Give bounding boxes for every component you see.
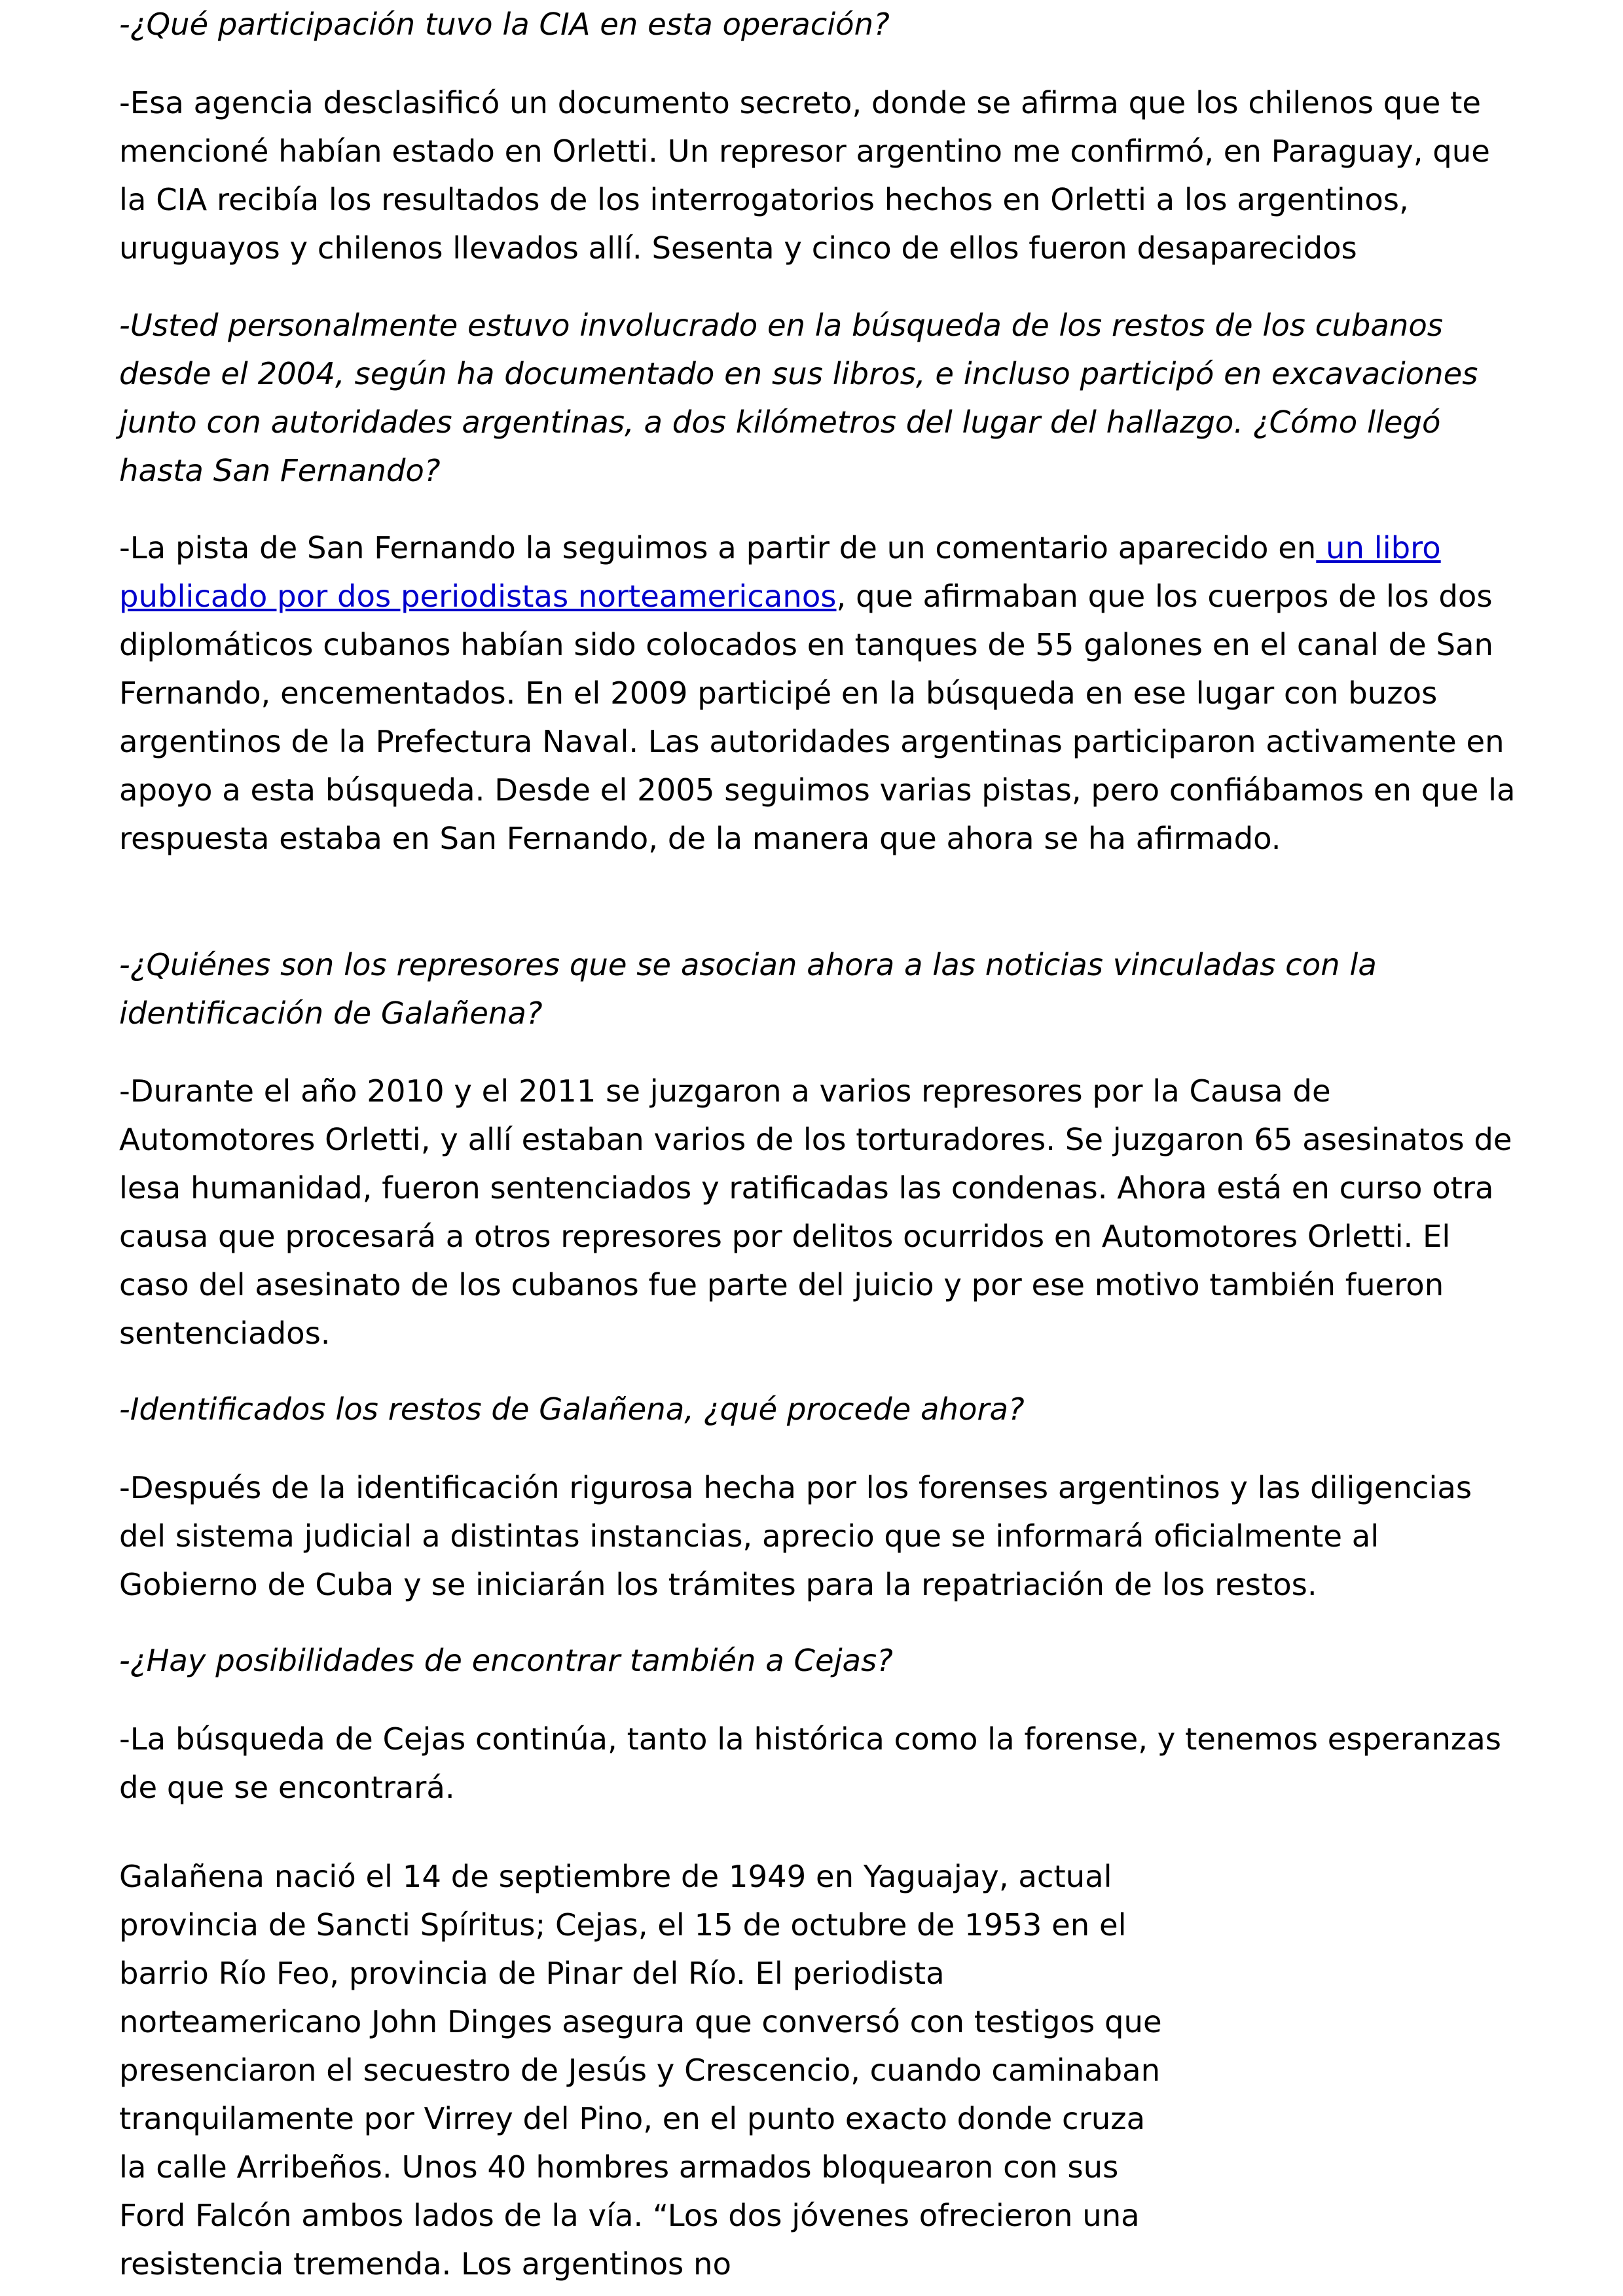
answer-san-fernando-rest: , que afirmaban que los cuerpos de los dos diplomáticos cubanos habían sido colocados en tanques de 55 galones en el canal de San Fernando, encementados. En el 2009 participé en la búsqueda en ese lugar con buzos argentinos de la Prefectura Naval. Las autoridades argentinas participaron activamente en apoyo a esta búsqueda. Desde el 2005 seguimos varias pistas, pero confiábamos en que la respuesta estaba en San Fernando, de la manera que ahora se ha afirmado. — [119, 579, 1516, 856]
answer-represores: -Durante el año 2010 y el 2011 se juzgaron a varios represores por la Causa de Automotores Orletti, y allí estaban varios de los torturadores. Se juzgaron 65 asesinatos de lesa humanidad, fueron sentenciados y ratificadas las condenas. Ahora está en curso otra causa que procesará a otros represores por delitos ocurridos en Automotores Orletti. El caso del asesinato de los cubanos fue parte del juicio y por ese motivo también fueron sentenciados. — [119, 1073, 1512, 1351]
question-search: -Usted personalmente estuvo involucrado en la búsqueda de los restos de los cubanos desde el 2004, según ha documentado en sus libros, e incluso participó en excavaciones junto con autoridades argentinas, a dos kilómetros del lugar del hallazgo. ¿Cómo llegó hasta San Fernando? — [119, 308, 1478, 488]
answer-san-fernando-start: -La pista de San Fernando la seguimos a partir de un comentario aparecido en — [119, 530, 1317, 565]
question-cejas: -¿Hay posibilidades de encontrar también a Cejas? — [119, 1643, 893, 1678]
answer-cia: -Esa agencia desclasificó un documento secreto, donde se afirma que los chilenos que te mencioné habían estado en Orletti. Un represor argentino me confirmó, en Paraguay, que la CIA recibía los resultados de los interrogatorios hechos en Orletti a los argentinos, uruguayos y chilenos llevados allí. Sesenta y cinco de ellos fueron desaparecidos — [119, 85, 1490, 266]
question-represores: -¿Quiénes son los represores que se asocian ahora a las noticias vinculadas con la identificación de Galañena? — [119, 947, 1377, 1031]
question-procede: -Identificados los restos de Galañena, ¿qué procede ahora? — [119, 1391, 1025, 1427]
question-cia: -¿Qué participación tuvo la CIA en esta operación? — [119, 7, 890, 42]
answer-san-fernando — [119, 524, 1520, 863]
book-link[interactable]: un libro publicado por dos periodistas norteamericanos — [119, 530, 1441, 614]
answer-cejas: -La búsqueda de Cejas continúa, tanto la histórica como la forense, y tenemos esperanzas de que se encontrará. — [119, 1721, 1501, 1805]
closing-paragraph: Galañena nació el 14 de septiembre de 1949 en Yaguajay, actual provincia de Sancti Spíritus; Cejas, el 15 de octubre de 1953 en el barrio Río Feo, provincia de Pinar del Río. El periodista norteamericano John Dinges asegura que conversó con testigos que presenciaron el secuestro de Jesús y Crescencio, cuando caminaban tranquilamente por Virrey del Pino, en el punto exacto donde cruza la calle Arribeños. Unos 40 hombres armados bloquearon con sus Ford Falcón ambos lados de la vía. “Los dos jóvenes ofrecieron una resistencia tremenda. Los argentinos no — [119, 1859, 1162, 2282]
answer-procede: -Después de la identificación rigurosa hecha por los forenses argentinos y las diligencias del sistema judicial a distintas instancias, aprecio que se informará oficialmente al Gobierno de Cuba y se iniciarán los trámites para la repatriación de los restos. — [119, 1470, 1472, 1602]
